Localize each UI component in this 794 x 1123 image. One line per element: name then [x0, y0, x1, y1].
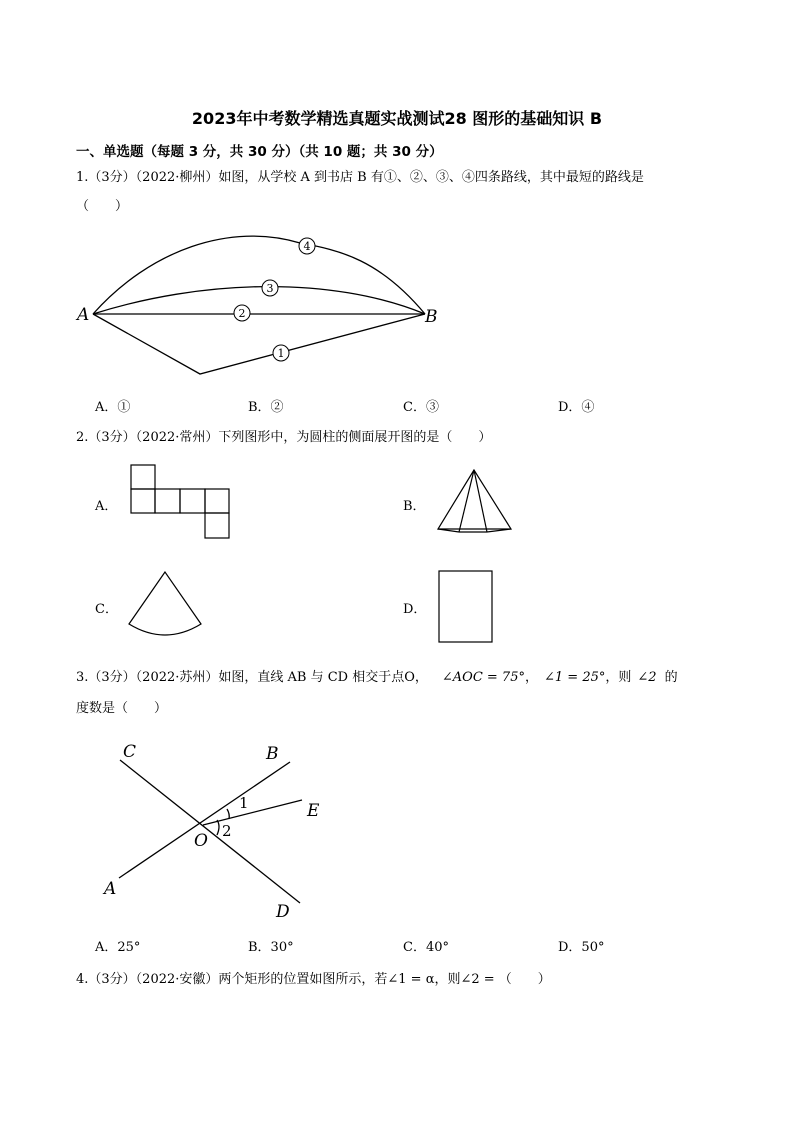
- route-3-label: 3: [266, 282, 274, 295]
- question-2-option-d[interactable]: D．: [403, 602, 427, 617]
- question-2-option-c[interactable]: C．: [95, 602, 118, 617]
- question-3-stem-text: 3.（3分）（2022·苏州）如图，直线 AB 与 CD 相交于点O，: [76, 670, 428, 685]
- route-2-label: 2: [238, 307, 246, 320]
- question-3-option-a[interactable]: A．25°: [95, 940, 141, 955]
- point-c-label: C: [123, 742, 137, 762]
- question-3-option-d[interactable]: D．50°: [558, 940, 605, 955]
- angle-1-math: ∠1 = 25°: [544, 670, 606, 685]
- point-e-label: E: [307, 801, 320, 821]
- question-3-end: 的: [664, 670, 678, 685]
- point-a-label: A: [77, 305, 90, 325]
- question-1-blank: （ ）: [76, 199, 129, 214]
- route-1-label: 1: [277, 347, 285, 360]
- question-2-stem: 2.（3分）（2022·常州）下列图形中，为圆柱的侧面展开图的是（ ）: [76, 430, 492, 445]
- section-heading: 一、单选题（每题 3 分，共 30 分）（共 10 题；共 30 分）: [76, 144, 443, 160]
- question-1-option-a[interactable]: A．①: [95, 400, 131, 415]
- question-3-sep2: ，则: [605, 670, 632, 685]
- page-title: 2023年中考数学精选真题实战测试28 图形的基础知识 B: [191, 109, 603, 128]
- point-a-label: A: [104, 879, 117, 899]
- angle-aoc-math: ∠AOC = 75°: [441, 670, 525, 685]
- angle-2-arc: [217, 820, 219, 835]
- point-b-label: B: [425, 307, 438, 327]
- question-1-stem: 1.（3分）（2022·柳州）如图，从学校 A 到书店 B 有①、②、③、④四条路线，其中最短的路线是: [76, 170, 644, 185]
- angle-1-arc: [227, 809, 229, 819]
- question-4-stem: 4.（3分）（2022·安徽）两个矩形的位置如图所示，若∠1 = α，则∠2 = （ ）: [76, 972, 551, 987]
- question-3-option-b[interactable]: B．30°: [248, 940, 294, 955]
- question-1-option-d[interactable]: D．④: [558, 400, 595, 415]
- question-2-option-a[interactable]: A．: [95, 499, 118, 514]
- line-cd: [120, 760, 300, 903]
- question-3-stem-line2: 度数是（ ）: [76, 701, 168, 716]
- point-b-label: B: [266, 744, 279, 764]
- angle-2-math: ∠2: [637, 670, 657, 685]
- point-o-label: O: [194, 831, 208, 851]
- question-3-sep1: ，: [524, 670, 538, 685]
- question-1-option-c[interactable]: C．③: [403, 400, 439, 415]
- route-4-label: 4: [303, 240, 311, 253]
- question-2-option-b[interactable]: B．: [403, 499, 426, 514]
- question-1-option-b[interactable]: B．②: [248, 400, 284, 415]
- question-3-option-c[interactable]: C．40°: [403, 940, 449, 955]
- angle-1-label: 1: [239, 794, 249, 812]
- angle-2-label: 2: [222, 822, 232, 840]
- point-d-label: D: [276, 902, 290, 922]
